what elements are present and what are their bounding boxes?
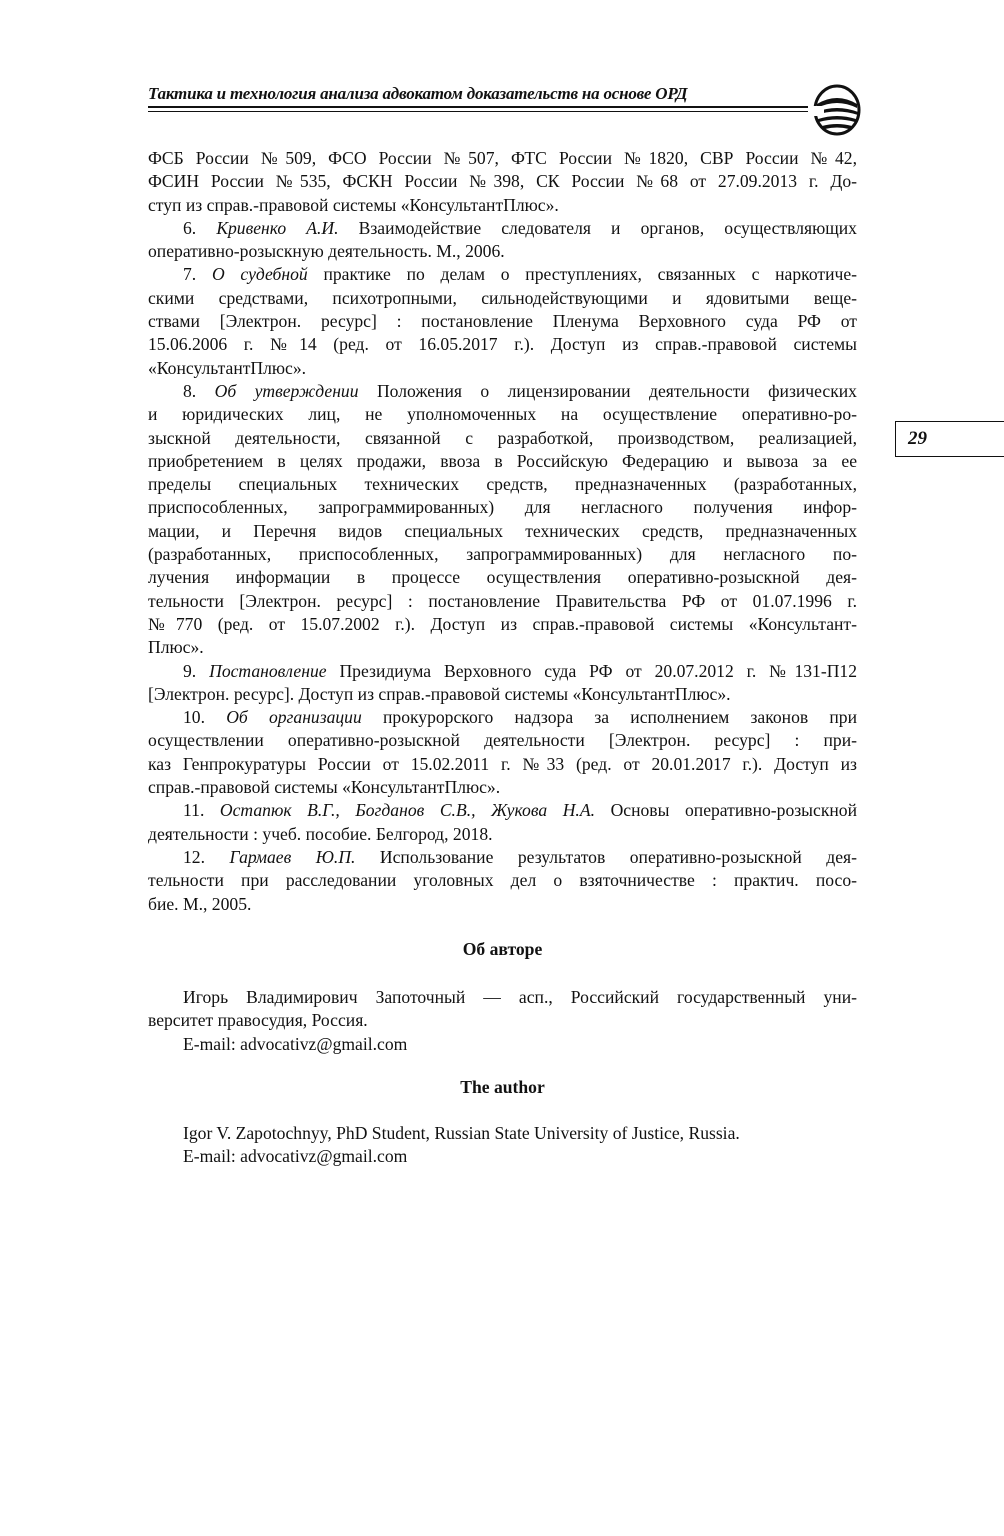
reference-emphasis: Кривенко А.И. <box>216 217 339 238</box>
reference-line: ступ из справ.-правовой системы «КонсультантПлюс». <box>148 194 559 215</box>
page-number: 29 <box>895 421 1004 457</box>
about-author-heading: Об авторе <box>462 939 543 959</box>
reference-line: лучения информации в процессе осуществления оперативно-розыскной дея- <box>148 567 857 588</box>
header-rule-thin <box>148 111 808 112</box>
reference-item <box>148 660 857 707</box>
reference-line: каз Генпрокуратуры России от 15.02.2011 г. №33 (ред. от 20.01.2017 г.). Доступ из <box>148 753 857 774</box>
reference-item <box>148 799 857 846</box>
reference-item <box>148 147 857 217</box>
reference-emphasis: О судебной <box>211 264 308 285</box>
author-bio-line: Igor V. Zapotochnyy, PhD Student, Russian State University of Justice, Russia. <box>183 1123 740 1143</box>
reference-line <box>148 799 857 822</box>
reference-number: 9. <box>183 660 197 681</box>
reference-line: мации, и Перечня видов специальных технических средств, предназначенных <box>148 520 857 541</box>
reference-item <box>148 263 857 379</box>
author-bio-line: верситет правосудия, Россия. <box>148 1010 368 1031</box>
reference-line <box>148 263 857 286</box>
reference-line: ствами [Электрон. ресурс] : постановление Пленума Верховного суда РФ от <box>148 311 857 332</box>
reference-line: 15.06.2006 г. №14 (ред. от 16.05.2017 г.). Доступ из справ.-правовой системы <box>148 334 857 355</box>
reference-line: ФСИН России №535, ФСКН России №398, СК России №68 от 27.09.2013 г. До- <box>148 171 857 192</box>
reference-line: «КонсультантПлюс». <box>148 357 307 378</box>
reference-line: деятельности : учеб. пособие. Белгород, 2018. <box>148 823 493 844</box>
reference-emphasis: Об утверждении <box>214 380 359 401</box>
reference-text: практике по делам о преступлениях, связанных с наркотиче- <box>323 264 858 285</box>
about-author-ru <box>148 986 857 1056</box>
reference-line <box>148 660 857 683</box>
reference-line: скими средствами, психотропными, сильнодействующими и ядовитыми веще- <box>148 287 857 308</box>
author-bio-line: Игорь Владимирович Запоточный — асп., Российский государственный уни- <box>183 987 857 1007</box>
reference-line: оперативно-розыскную деятельность. М., 2006. <box>148 241 505 262</box>
reference-line <box>148 217 857 240</box>
reference-line: ФСБ России №509, ФСО России №507, ФТС России №1820, СВР России №42, <box>148 148 857 168</box>
reference-line: [Электрон. ресурс]. Доступ из справ.-правовой системы «КонсультантПлюс». <box>148 683 731 704</box>
reference-line: осуществлении оперативно-розыскной деятельности [Электрон. ресурс] : при- <box>148 730 857 751</box>
reference-number: 10. <box>183 707 205 728</box>
reference-text: прокурорского надзора за исполнением законов при <box>382 707 857 728</box>
reference-line: тельности при расследовании уголовных дел о взяточничестве : практич. посо- <box>148 870 857 891</box>
reference-line: (разработанных, приспособленных, запрограммированных) для негласного по- <box>148 544 857 565</box>
reference-line: приобретением в целях продажи, ввоза в Российскую Федерацию и вывоза за ее <box>148 450 857 471</box>
reference-line: тельности [Электрон. ресурс] : постановление Правительства РФ от 01.07.1996 г. <box>148 590 857 611</box>
reference-emphasis: Гармаев Ю.П. <box>229 846 356 867</box>
reference-line <box>148 846 857 869</box>
reference-text: Президиума Верховного суда РФ от 20.07.2012 г. №131-П12 <box>339 660 858 681</box>
about-author-en <box>148 1122 857 1169</box>
reference-text: Основы оперативно-розыскной <box>610 800 857 821</box>
reference-item <box>148 217 857 264</box>
reference-line: бие. М., 2005. <box>148 893 252 914</box>
reference-line <box>148 706 857 729</box>
author-email: E-mail: advocativz@gmail.com <box>183 1033 408 1054</box>
reference-number: 6. <box>183 217 197 238</box>
reference-number: 8. <box>183 380 197 401</box>
reference-number: 12. <box>183 846 205 867</box>
reference-text: Взаимодействие следователя и органов, осуществляющих <box>358 217 857 238</box>
reference-emphasis: Постановление <box>209 660 327 681</box>
reference-number: 11. <box>183 800 205 821</box>
reference-line: и юридических лиц, не уполномоченных на осуществление оперативно-ро- <box>148 404 857 425</box>
reference-text: Положения о лицензировании деятельности физических <box>376 380 857 401</box>
reference-emphasis: Остапюк В.Г., Богданов С.В., Жукова Н.А. <box>219 800 595 821</box>
author-email: E-mail: advocativz@gmail.com <box>183 1146 408 1167</box>
reference-item <box>148 380 857 660</box>
reference-list <box>148 147 857 916</box>
journal-logo-icon <box>812 84 862 136</box>
reference-text: Использование результатов оперативно-розыскной дея- <box>379 846 857 867</box>
reference-line <box>148 380 857 403</box>
reference-item <box>148 846 857 916</box>
reference-line: №770 (ред. от 15.07.2002 г.). Доступ из справ.-правовой системы «Консультант- <box>148 613 857 634</box>
reference-line: зыскной деятельности, связанной с разработкой, производством, реализацией, <box>148 427 857 448</box>
reference-emphasis: Об организации <box>226 707 362 728</box>
running-title: Тактика и технология анализа адвокатом доказательств на основе ОРД <box>148 84 688 103</box>
reference-number: 7. <box>183 264 197 285</box>
reference-line: приспособленных, запрограммированных) для негласного получения инфор- <box>148 497 857 518</box>
reference-line: справ.-правовой системы «КонсультантПлюс». <box>148 777 501 798</box>
reference-line: Плюс». <box>148 637 204 658</box>
reference-item <box>148 706 857 799</box>
header-rule <box>148 106 808 108</box>
reference-line: пределы специальных технических средств, предназначенных (разработанных, <box>148 474 857 495</box>
the-author-heading: The author <box>460 1077 545 1097</box>
